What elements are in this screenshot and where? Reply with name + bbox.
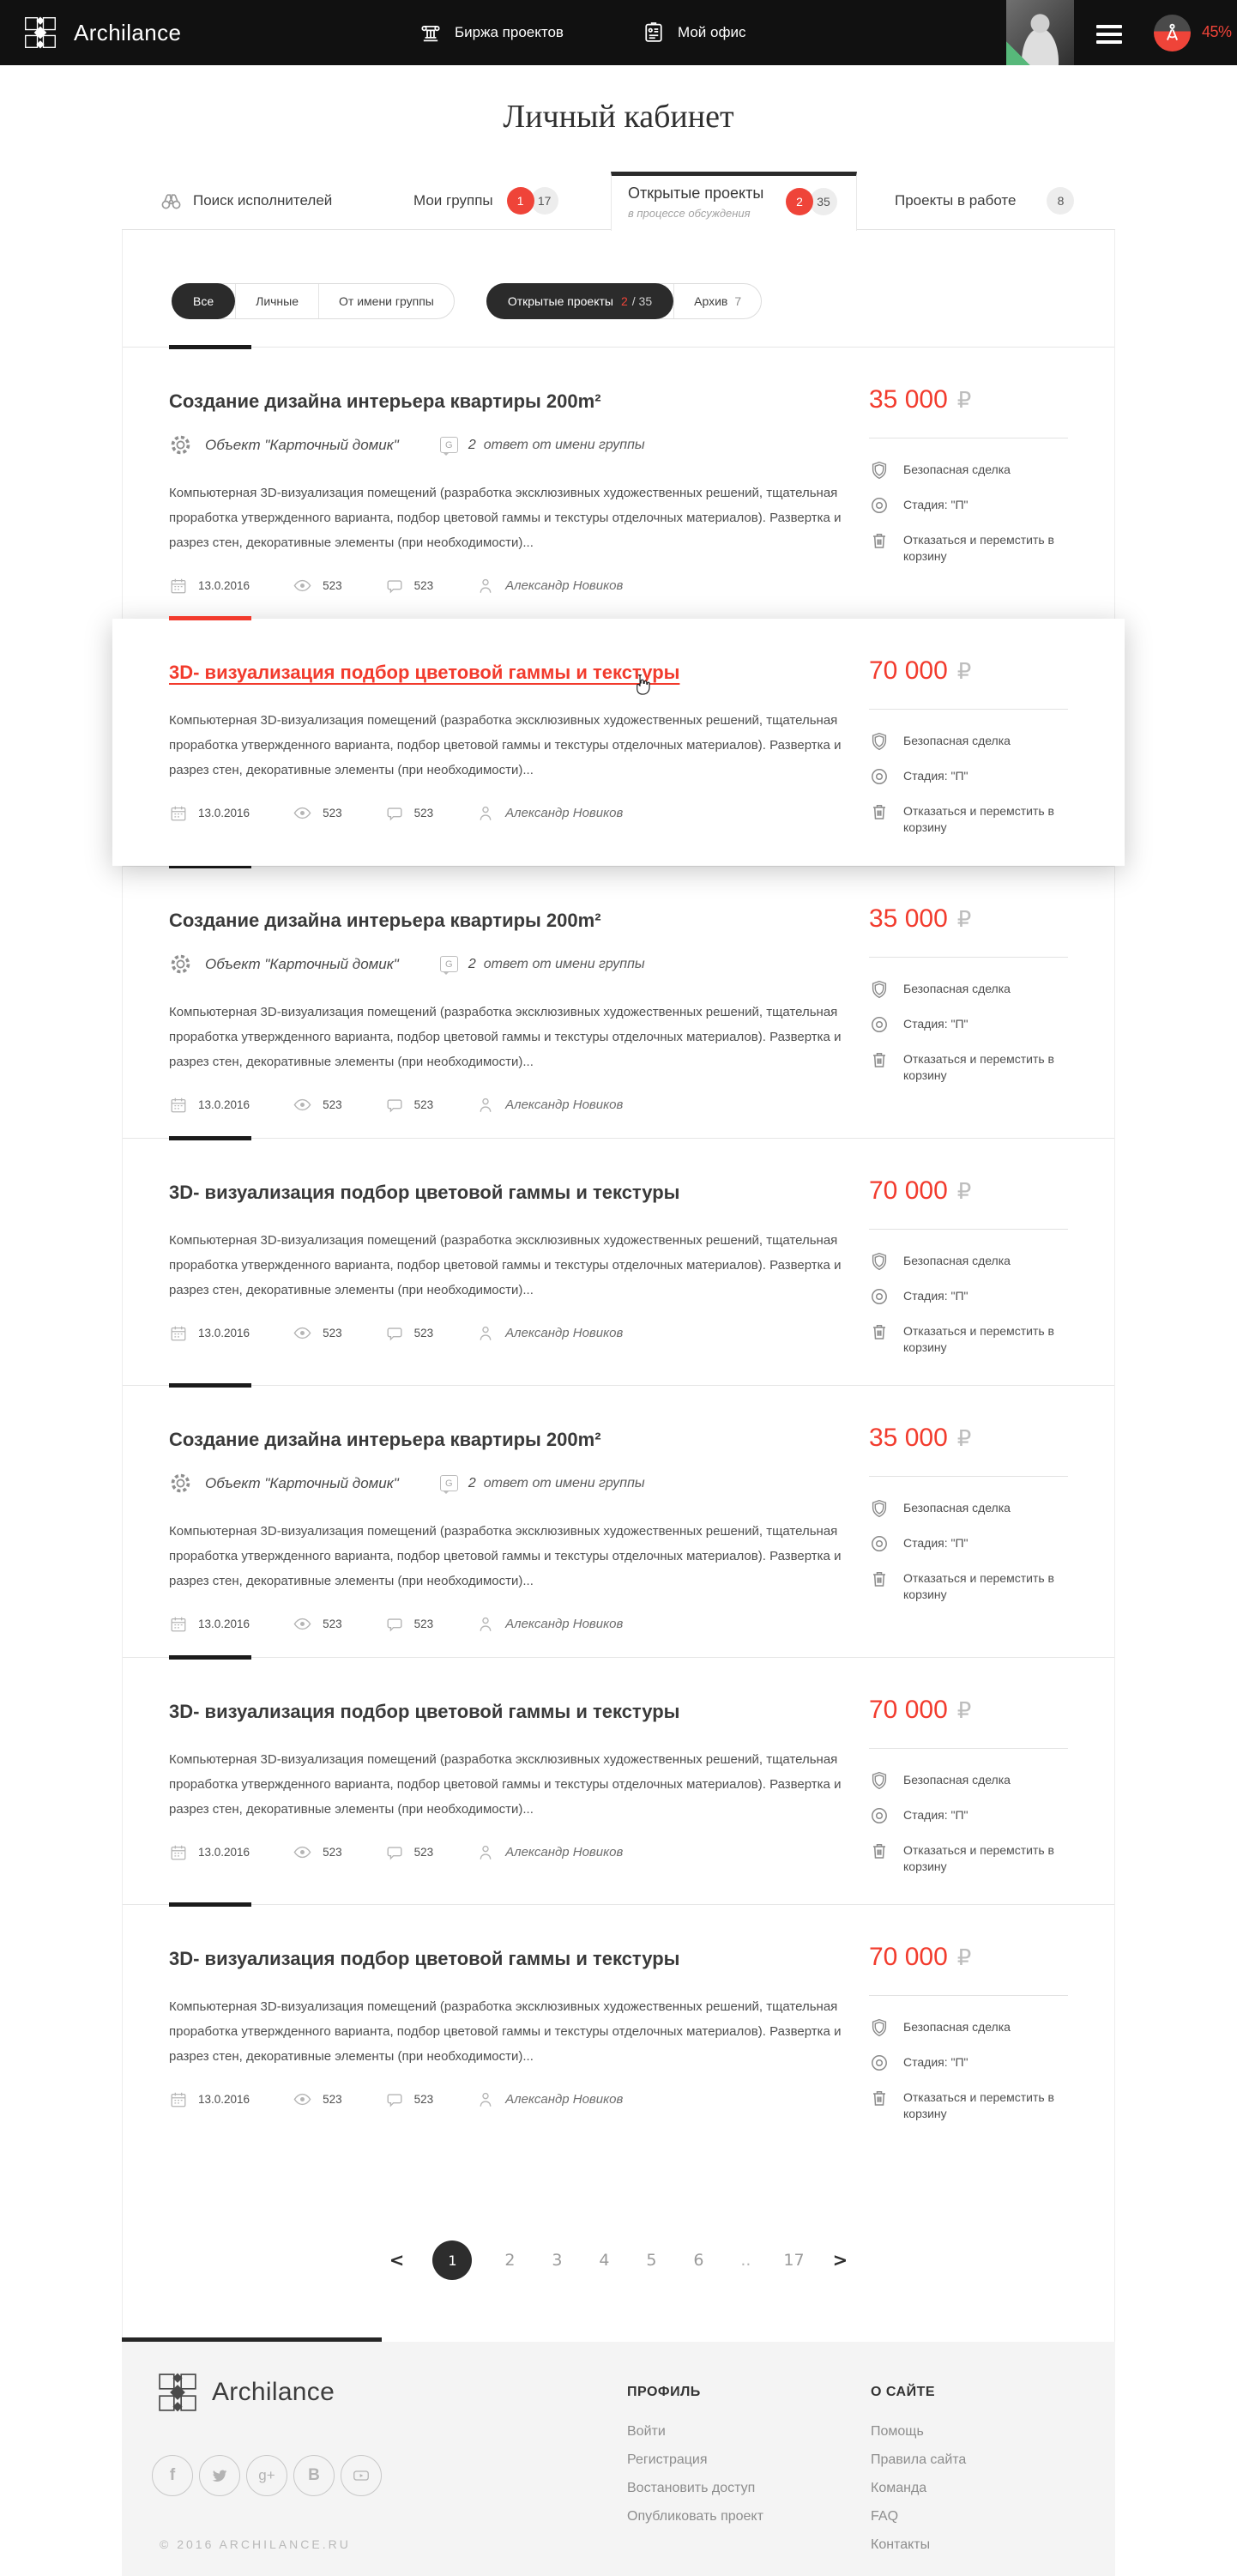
footer-profile-links bbox=[627, 2423, 763, 2525]
tab-open-projects[interactable] bbox=[611, 172, 857, 231]
group-reply-label: ответ от имени группы bbox=[483, 1475, 645, 1491]
footer-accent-bar bbox=[122, 2337, 382, 2342]
mouse-cursor-pointer-icon bbox=[631, 674, 652, 697]
filter-all[interactable]: Все bbox=[172, 283, 235, 319]
pagination bbox=[123, 2151, 1114, 2342]
shield-icon bbox=[869, 731, 890, 752]
shield-icon bbox=[869, 979, 890, 1000]
footer-link[interactable]: Войти bbox=[627, 2424, 666, 2439]
comment-icon bbox=[385, 577, 404, 596]
safe-deal-item[interactable]: Безопасная сделка bbox=[869, 1770, 1068, 1791]
project-title-link[interactable]: Создание дизайна интерьера квартиры 200m² bbox=[169, 1429, 601, 1450]
trash-item[interactable]: Отказаться и перемстить в корзину bbox=[869, 1049, 1068, 1084]
group-reply-icon: G bbox=[440, 956, 458, 972]
group-reply-icon: G bbox=[440, 437, 458, 453]
eye-icon bbox=[293, 1095, 312, 1115]
profile-progress-badge[interactable] bbox=[1154, 15, 1191, 51]
price-row bbox=[869, 656, 1068, 686]
pagination-next[interactable]: > bbox=[832, 2250, 848, 2271]
group-reply-count: 2 bbox=[468, 1475, 476, 1491]
trash-icon bbox=[869, 801, 890, 822]
ownership-filter bbox=[172, 283, 455, 319]
price-row bbox=[869, 385, 1068, 414]
calendar-icon bbox=[169, 577, 188, 596]
trash-icon bbox=[869, 1841, 890, 1861]
open-total-badge: 35 bbox=[810, 188, 837, 215]
project-object-row bbox=[169, 952, 847, 976]
social-links bbox=[152, 2455, 382, 2496]
currency-ruble: ₽ bbox=[956, 1426, 972, 1452]
page-4[interactable]: 4 bbox=[599, 2251, 610, 2270]
open-new-badge: 2 bbox=[786, 188, 813, 215]
meta-views: 523 bbox=[293, 803, 342, 823]
filter-open-projects[interactable]: Открытые проекты 2 / 35 bbox=[486, 283, 673, 319]
tab-my-groups[interactable] bbox=[413, 172, 558, 230]
gear-icon bbox=[169, 433, 192, 457]
divider bbox=[869, 1748, 1068, 1749]
footer-link[interactable]: FAQ bbox=[871, 2509, 899, 2524]
meta-author[interactable]: Александр Новиков bbox=[476, 577, 623, 596]
youtube-icon[interactable] bbox=[341, 2455, 382, 2496]
currency-ruble: ₽ bbox=[956, 388, 972, 414]
shield-icon bbox=[869, 1770, 890, 1791]
project-price: 35 000 bbox=[869, 1424, 948, 1452]
archilance-logo-icon[interactable] bbox=[24, 16, 57, 49]
person-icon bbox=[476, 804, 495, 823]
gear-icon bbox=[169, 1472, 192, 1495]
group-reply-label: ответ от имени группы bbox=[483, 956, 645, 971]
trash-icon bbox=[869, 530, 890, 551]
page-title: Личный кабинет bbox=[503, 99, 734, 135]
stage-item[interactable]: Стадия: "П" bbox=[869, 1533, 1068, 1554]
project-side-panel bbox=[869, 656, 1068, 850]
project-object-label: Объект "Карточный домик" bbox=[205, 1474, 399, 1491]
page-1[interactable]: 1 bbox=[432, 2240, 472, 2280]
meta-views: 523 bbox=[293, 1095, 342, 1115]
stage-item[interactable]: Стадия: "П" bbox=[869, 495, 1068, 516]
divider bbox=[869, 709, 1068, 710]
stage-item[interactable]: Стадия: "П" bbox=[869, 766, 1068, 787]
footer-link[interactable]: Помощь bbox=[871, 2424, 924, 2439]
clipboard-icon bbox=[642, 21, 666, 45]
groups-total-badge: 17 bbox=[531, 187, 558, 215]
tab-label: Проекты в работе bbox=[895, 192, 1017, 209]
project-meta-row bbox=[169, 1323, 847, 1343]
meta-comments: 523 bbox=[385, 804, 434, 823]
column-icon bbox=[419, 21, 443, 45]
group-reply[interactable] bbox=[440, 956, 645, 972]
currency-ruble: ₽ bbox=[956, 659, 972, 685]
project-side-panel bbox=[869, 385, 1068, 579]
meta-views: 523 bbox=[293, 1842, 342, 1862]
card-top-marker bbox=[169, 616, 251, 620]
top-header bbox=[0, 0, 1237, 65]
meta-date: 13.0.2016 bbox=[169, 577, 250, 596]
project-price: 70 000 bbox=[869, 1943, 948, 1971]
meta-date: 13.0.2016 bbox=[169, 2090, 250, 2109]
project-description: Компьютерная 3D-визуализация помещений (разработка эксклюзивных художественных решений, тщательная проработка утвержденного варианта, подбор цветовой гаммы и текстуры отделочных материалов). Развертка и разрез стен, декоративные элементы (при необходимости)... bbox=[169, 1005, 842, 1069]
target-icon bbox=[869, 495, 890, 516]
trash-item[interactable]: Отказаться и перемстить в корзину bbox=[869, 1569, 1068, 1603]
project-side-panel bbox=[869, 1943, 1068, 2137]
person-icon bbox=[476, 1843, 495, 1862]
project-description: Компьютерная 3D-визуализация помещений (разработка эксклюзивных художественных решений, тщательная проработка утвержденного варианта, подбор цветовой гаммы и текстуры отделочных материалов). Развертка и разрез стен, декоративные элементы (при необходимости)... bbox=[169, 1233, 842, 1297]
google-plus-icon[interactable]: g+ bbox=[246, 2455, 287, 2496]
eye-icon bbox=[293, 803, 312, 823]
project-description: Компьютерная 3D-визуализация помещений (разработка эксклюзивных художественных решений, тщательная проработка утвержденного варианта, подбор цветовой гаммы и текстуры отделочных материалов). Развертка и разрез стен, декоративные элементы (при необходимости)... bbox=[169, 713, 842, 777]
comment-icon bbox=[385, 1324, 404, 1343]
calendar-icon bbox=[169, 1843, 188, 1862]
divider bbox=[869, 1476, 1068, 1477]
project-object-row bbox=[169, 433, 847, 457]
nav-my-office[interactable] bbox=[642, 0, 745, 65]
meta-views: 523 bbox=[293, 1614, 342, 1634]
price-row bbox=[869, 1424, 1068, 1453]
facebook-icon[interactable]: f bbox=[152, 2455, 193, 2496]
stage-item[interactable]: Стадия: "П" bbox=[869, 1286, 1068, 1307]
group-reply-count: 2 bbox=[468, 956, 476, 971]
safe-deal-item[interactable]: Безопасная сделка bbox=[869, 979, 1068, 1000]
trash-icon bbox=[869, 1321, 890, 1342]
shield-icon bbox=[869, 1251, 890, 1272]
divider bbox=[869, 957, 1068, 958]
tab-bar bbox=[122, 172, 1115, 230]
meta-author[interactable]: Александр Новиков bbox=[476, 1615, 623, 1634]
trash-item[interactable]: Отказаться и перемстить в корзину bbox=[869, 801, 1068, 836]
project-object-row bbox=[169, 1472, 847, 1495]
trash-icon bbox=[869, 1569, 890, 1589]
tab-search-performers[interactable] bbox=[160, 172, 332, 230]
currency-ruble: ₽ bbox=[956, 1698, 972, 1724]
safe-deal-item[interactable]: Безопасная сделка bbox=[869, 2017, 1068, 2038]
footer-heading: ПРОФИЛЬ bbox=[627, 2385, 701, 2399]
meta-author[interactable]: Александр Новиков bbox=[476, 1843, 623, 1862]
project-object-label: Объект "Карточный домик" bbox=[205, 436, 399, 453]
footer-link[interactable]: Команда bbox=[871, 2481, 927, 2495]
group-reply-label: ответ от имени группы bbox=[483, 437, 645, 452]
project-title-link[interactable]: 3D- визуализация подбор цветовой гаммы и текстуры bbox=[169, 662, 680, 683]
meta-author[interactable]: Александр Новиков bbox=[476, 1324, 623, 1343]
meta-date: 13.0.2016 bbox=[169, 1324, 250, 1343]
meta-comments: 523 bbox=[385, 1096, 434, 1115]
currency-ruble: ₽ bbox=[956, 1945, 972, 1971]
filter-personal[interactable]: Личные bbox=[235, 284, 318, 318]
project-title-link[interactable]: 3D- визуализация подбор цветовой гаммы и текстуры bbox=[169, 1182, 680, 1203]
project-side-panel bbox=[869, 904, 1068, 1098]
card-top-marker bbox=[169, 1655, 251, 1660]
footer-link[interactable]: Опубликовать проект bbox=[627, 2509, 763, 2524]
meta-date: 13.0.2016 bbox=[169, 1096, 250, 1115]
trash-item[interactable]: Отказаться и перемстить в корзину bbox=[869, 530, 1068, 565]
meta-comments: 523 bbox=[385, 2090, 434, 2109]
meta-comments: 523 bbox=[385, 1324, 434, 1343]
card-top-marker bbox=[169, 1383, 251, 1388]
safe-deal-item[interactable]: Безопасная сделка bbox=[869, 460, 1068, 481]
currency-ruble: ₽ bbox=[956, 907, 972, 933]
comment-icon bbox=[385, 2090, 404, 2109]
eye-icon bbox=[293, 2089, 312, 2109]
project-side-panel bbox=[869, 1696, 1068, 1890]
project-meta-row bbox=[169, 576, 847, 596]
meta-views: 523 bbox=[293, 1323, 342, 1343]
inwork-total-badge: 8 bbox=[1047, 187, 1074, 215]
footer-heading: О САЙТЕ bbox=[871, 2385, 936, 2399]
meta-date: 13.0.2016 bbox=[169, 1843, 250, 1862]
open-total: / 35 bbox=[631, 294, 653, 308]
trash-item[interactable]: Отказаться и перемстить в корзину bbox=[869, 2088, 1068, 2122]
stage-item[interactable]: Стадия: "П" bbox=[869, 2053, 1068, 2073]
comment-icon bbox=[385, 1096, 404, 1115]
comment-icon bbox=[385, 804, 404, 823]
project-price: 70 000 bbox=[869, 1696, 948, 1724]
binoculars-icon bbox=[160, 190, 183, 213]
project-title-link[interactable]: 3D- визуализация подбор цветовой гаммы и текстуры bbox=[169, 1948, 680, 1969]
filter-bar bbox=[123, 230, 1114, 347]
group-reply[interactable] bbox=[440, 1475, 645, 1491]
project-card bbox=[123, 866, 1114, 1138]
shield-icon bbox=[869, 460, 890, 481]
user-avatar[interactable] bbox=[1006, 0, 1074, 65]
group-reply-icon: G bbox=[440, 1475, 458, 1491]
nav-project-exchange[interactable] bbox=[419, 0, 564, 65]
profile-progress-percent: 45% bbox=[1202, 23, 1232, 40]
project-meta-row bbox=[169, 1842, 847, 1862]
project-card bbox=[123, 1904, 1114, 2151]
target-icon bbox=[869, 766, 890, 787]
page-17[interactable]: 17 bbox=[783, 2251, 805, 2270]
meta-comments: 523 bbox=[385, 1615, 434, 1634]
safe-deal-item[interactable]: Безопасная сделка bbox=[869, 731, 1068, 752]
archive-count: 7 bbox=[734, 294, 742, 308]
trash-item[interactable]: Отказаться и перемстить в корзину bbox=[869, 1321, 1068, 1356]
currency-ruble: ₽ bbox=[956, 1179, 972, 1205]
project-object-label: Объект "Карточный домик" bbox=[205, 955, 399, 972]
footer-brand-title: Archilance bbox=[212, 2378, 335, 2406]
person-icon bbox=[476, 2090, 495, 2109]
eye-icon bbox=[293, 1842, 312, 1862]
status-filter bbox=[486, 283, 762, 319]
tab-label: Мои группы bbox=[413, 192, 493, 209]
calendar-icon bbox=[169, 2090, 188, 2109]
project-description: Компьютерная 3D-визуализация помещений (разработка эксклюзивных художественных решений, тщательная проработка утвержденного варианта, подбор цветовой гаммы и текстуры отделочных материалов). Развертка и разрез стен, декоративные элементы (при необходимости)... bbox=[169, 1999, 842, 2064]
person-icon bbox=[476, 577, 495, 596]
price-row bbox=[869, 1943, 1068, 1972]
footer-link[interactable]: Востановить доступ bbox=[627, 2481, 756, 2495]
trash-icon bbox=[869, 2088, 890, 2108]
meta-views: 523 bbox=[293, 2089, 342, 2109]
copyright: © 2016 ARCHILANCE.RU bbox=[160, 2537, 351, 2551]
page-2[interactable]: 2 bbox=[504, 2251, 516, 2270]
page-6[interactable]: 6 bbox=[693, 2251, 704, 2270]
pagination-prev[interactable]: < bbox=[389, 2250, 405, 2271]
project-price: 70 000 bbox=[869, 656, 948, 685]
target-icon bbox=[869, 2053, 890, 2073]
stage-item[interactable]: Стадия: "П" bbox=[869, 1014, 1068, 1035]
card-top-marker bbox=[169, 1902, 251, 1907]
group-reply[interactable] bbox=[440, 437, 645, 453]
project-price: 70 000 bbox=[869, 1176, 948, 1205]
group-reply-count: 2 bbox=[468, 437, 476, 452]
trash-item[interactable]: Отказаться и перемстить в корзину bbox=[869, 1841, 1068, 1875]
eye-icon bbox=[293, 1614, 312, 1634]
project-description: Компьютерная 3D-визуализация помещений (разработка эксклюзивных художественных решений, тщательная проработка утвержденного варианта, подбор цветовой гаммы и текстуры отделочных материалов). Развертка и разрез стен, декоративные элементы (при необходимости)... bbox=[169, 486, 842, 550]
shield-icon bbox=[869, 1498, 890, 1519]
project-title-link[interactable]: Создание дизайна интерьера квартиры 200m² bbox=[169, 390, 601, 412]
target-icon bbox=[869, 1286, 890, 1307]
hamburger-menu-icon[interactable] bbox=[1096, 25, 1122, 48]
meta-date: 13.0.2016 bbox=[169, 804, 250, 823]
card-top-marker bbox=[169, 1136, 251, 1140]
page-5[interactable]: 5 bbox=[646, 2251, 657, 2270]
target-icon bbox=[869, 1014, 890, 1035]
person-icon bbox=[476, 1324, 495, 1343]
project-description: Компьютерная 3D-визуализация помещений (разработка эксклюзивных художественных решений, тщательная проработка утвержденного варианта, подбор цветовой гаммы и текстуры отделочных материалов). Развертка и разрез стен, декоративные элементы (при необходимости)... bbox=[169, 1752, 842, 1817]
content-sheet bbox=[122, 230, 1115, 2342]
price-row bbox=[869, 1176, 1068, 1206]
project-card bbox=[123, 1138, 1114, 1385]
stage-item[interactable]: Стадия: "П" bbox=[869, 1805, 1068, 1826]
eye-icon bbox=[293, 1323, 312, 1343]
safe-deal-item[interactable]: Безопасная сделка bbox=[869, 1251, 1068, 1272]
person-icon bbox=[476, 1615, 495, 1634]
tab-projects-in-work[interactable] bbox=[895, 172, 1074, 230]
meta-views: 523 bbox=[293, 576, 342, 596]
footer-about-links bbox=[871, 2423, 966, 2554]
price-row bbox=[869, 1696, 1068, 1725]
project-meta-row bbox=[169, 803, 847, 823]
vk-icon[interactable]: B bbox=[293, 2455, 335, 2496]
card-top-marker bbox=[169, 345, 251, 349]
meta-author[interactable]: Александр Новиков bbox=[476, 2090, 623, 2109]
divider bbox=[869, 1229, 1068, 1230]
project-side-panel bbox=[869, 1176, 1068, 1370]
project-card bbox=[123, 1385, 1114, 1657]
page-3[interactable]: 3 bbox=[552, 2251, 563, 2270]
project-card bbox=[123, 347, 1114, 619]
archilance-footer-logo-icon[interactable] bbox=[158, 2373, 197, 2412]
groups-new-badge: 1 bbox=[507, 187, 534, 215]
project-meta-row bbox=[169, 2089, 847, 2109]
footer-link[interactable]: Регистрация bbox=[627, 2452, 708, 2467]
target-icon bbox=[869, 1533, 890, 1554]
footer-about-column bbox=[871, 2385, 966, 2565]
project-price: 35 000 bbox=[869, 904, 948, 933]
calendar-icon bbox=[169, 1096, 188, 1115]
shield-icon bbox=[869, 2017, 890, 2038]
footer bbox=[122, 2342, 1115, 2576]
meta-author[interactable]: Александр Новиков bbox=[476, 804, 623, 823]
calendar-icon bbox=[169, 1324, 188, 1343]
twitter-icon[interactable] bbox=[199, 2455, 240, 2496]
meta-date: 13.0.2016 bbox=[169, 1615, 250, 1634]
footer-link[interactable]: Контакты bbox=[871, 2537, 931, 2552]
meta-comments: 523 bbox=[385, 577, 434, 596]
brand-title[interactable]: Archilance bbox=[74, 20, 182, 45]
footer-profile-column bbox=[627, 2385, 763, 2537]
open-count: 2 bbox=[620, 294, 628, 308]
pagination-ellipsis: .. bbox=[740, 2251, 751, 2270]
project-list bbox=[123, 347, 1114, 2151]
price-row bbox=[869, 904, 1068, 934]
comment-icon bbox=[385, 1843, 404, 1862]
nav-label: Биржа проектов bbox=[455, 24, 564, 40]
calendar-icon bbox=[169, 1615, 188, 1634]
meta-comments: 523 bbox=[385, 1843, 434, 1862]
divider bbox=[869, 1995, 1068, 1996]
project-price: 35 000 bbox=[869, 385, 948, 414]
trash-icon bbox=[869, 1049, 890, 1070]
meta-author[interactable]: Александр Новиков bbox=[476, 1096, 623, 1115]
project-meta-row bbox=[169, 1614, 847, 1634]
footer-link[interactable]: Правила сайта bbox=[871, 2452, 967, 2467]
project-card bbox=[123, 1657, 1114, 1904]
filter-on-behalf[interactable]: От имени группы bbox=[318, 284, 454, 318]
tab-label: Поиск исполнителей bbox=[193, 192, 333, 209]
safe-deal-item[interactable]: Безопасная сделка bbox=[869, 1498, 1068, 1519]
project-title-link[interactable]: 3D- визуализация подбор цветовой гаммы и текстуры bbox=[169, 1701, 680, 1722]
eye-icon bbox=[293, 576, 312, 596]
project-card bbox=[112, 619, 1125, 866]
comment-icon bbox=[385, 1615, 404, 1634]
project-title-link[interactable]: Создание дизайна интерьера квартиры 200m² bbox=[169, 910, 601, 931]
tab-sublabel: в процессе обсуждения bbox=[628, 206, 751, 220]
calendar-icon bbox=[169, 804, 188, 823]
tab-label: Открытые проекты bbox=[628, 184, 764, 202]
nav-label: Мой офис bbox=[678, 24, 746, 40]
target-icon bbox=[869, 1805, 890, 1826]
project-side-panel bbox=[869, 1424, 1068, 1618]
gear-icon bbox=[169, 952, 192, 976]
pagination-pages bbox=[432, 2240, 804, 2280]
person-icon bbox=[476, 1096, 495, 1115]
project-description: Компьютерная 3D-визуализация помещений (разработка эксклюзивных художественных решений, тщательная проработка утвержденного варианта, подбор цветовой гаммы и текстуры отделочных материалов). Развертка и разрез стен, декоративные элементы (при необходимости)... bbox=[169, 1524, 842, 1588]
project-meta-row bbox=[169, 1095, 847, 1115]
filter-archive[interactable]: Архив 7 bbox=[673, 284, 761, 318]
